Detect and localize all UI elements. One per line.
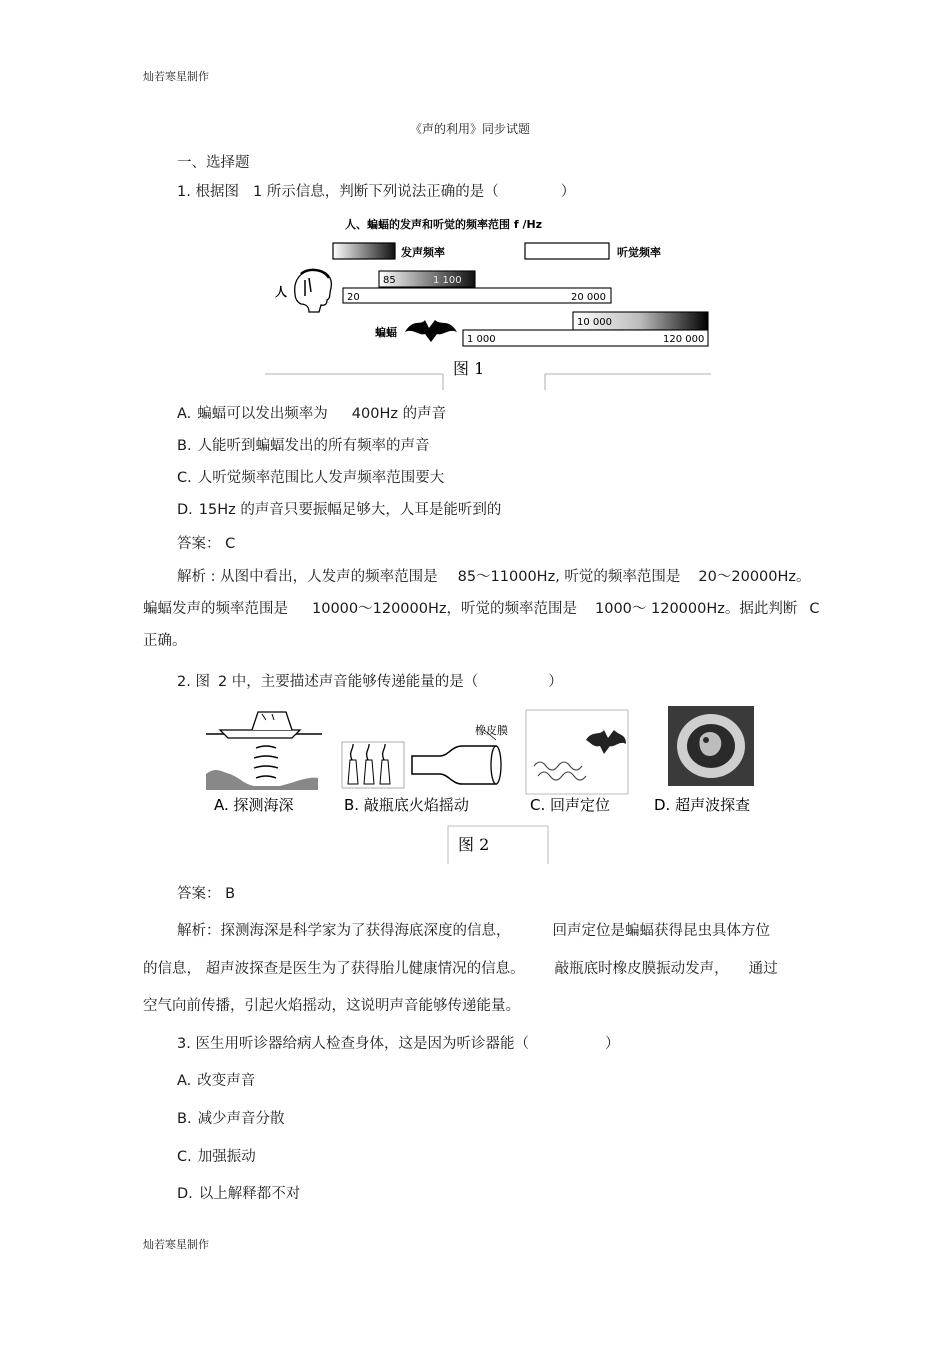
boat-sonar-picture — [206, 712, 322, 790]
legend-hear-swatch — [525, 243, 609, 259]
q1-analysis-line-2: 蝙蝠发声的频率范围是 10000～120000Hz，听觉的频率范围是 1000～ 120000Hz。据此判断 C — [143, 601, 820, 617]
person-head-icon — [295, 270, 332, 312]
document-title: 《声的利用》同步试题 — [410, 122, 531, 136]
figure-1-title: 人、蝙蝠的发声和听觉的频率范围 f /Hz — [345, 218, 543, 231]
ultrasound-picture — [668, 706, 754, 786]
figure-2-label-a: A. 探测海深 — [214, 796, 294, 814]
legend-emit-swatch — [333, 243, 395, 259]
q3-option-a: A. 改变声音 — [177, 1073, 256, 1089]
q2-analysis-line-3: 空气向前传播，引起火焰摇动，这说明声音能够传递能量。 — [143, 998, 520, 1014]
q2-answer: 答案： B — [177, 886, 236, 902]
bat-label: 蝙蝠 — [375, 326, 397, 339]
section-heading: 一、选择题 — [177, 155, 250, 171]
q1-option-c: C. 人听觉频率范围比人发声频率范围要大 — [177, 470, 445, 486]
q2-analysis-line-1: 解析：探测海深是科学家为了获得海底深度的信息， 回声定位是蝙蝠获得昆虫具体方位 — [177, 923, 770, 939]
q1-option-b: B. 人能听到蝙蝠发出的所有频率的声音 — [177, 438, 430, 454]
legend-hear-label: 听觉频率 — [617, 246, 661, 259]
figure-2-caption: 图 2 — [458, 835, 490, 854]
q1-option-a: A. 蝙蝠可以发出频率为 400Hz 的声音 — [177, 406, 447, 422]
q1-analysis-line-3: 正确。 — [143, 633, 187, 649]
q2-stem: 2. 图 2 中，主要描述声音能够传递能量的是（ ） — [177, 674, 563, 690]
figure-2-label-b: B. 敲瓶底火焰摇动 — [344, 796, 469, 814]
human-hear-low: 20 — [347, 292, 360, 303]
bat-emit-low: 10 000 — [577, 317, 612, 328]
page-header: 灿若寒星制作 — [143, 70, 209, 83]
bat-hear-low: 1 000 — [467, 334, 496, 345]
human-hear-high: 20 000 — [571, 292, 606, 303]
candle-bottle-picture — [342, 730, 501, 788]
figure-2 — [200, 700, 780, 868]
q3-stem: 3. 医生用听诊器给病人检查身体，这是因为听诊器能（ ） — [177, 1036, 620, 1052]
figure-1-caption: 图 1 — [453, 359, 485, 378]
page-footer: 灿若寒星制作 — [143, 1238, 209, 1251]
q1-answer: 答案： C — [177, 536, 236, 552]
bat-icon — [405, 320, 457, 342]
q1-option-d: D. 15Hz 的声音只要振幅足够大，人耳是能听到的 — [177, 502, 502, 518]
q1-analysis-line-1: 解析 : 从图中看出，人发声的频率范围是 85～11000Hz, 听觉的频率范围是 20～20000Hz。 — [177, 569, 811, 585]
q1-stem: 1. 根据图 1 所示信息，判断下列说法正确的是（ ） — [177, 184, 576, 200]
legend-emit-label: 发声频率 — [401, 246, 445, 259]
q3-option-c: C. 加强振动 — [177, 1149, 256, 1165]
person-label: 人 — [275, 285, 288, 299]
figure-1 — [265, 208, 720, 390]
bat-hear-high: 120 000 — [663, 334, 705, 345]
q3-option-d: D. 以上解释都不对 — [177, 1186, 301, 1202]
human-emit-low: 85 — [383, 275, 396, 286]
human-emit-high: 1 100 — [433, 275, 462, 286]
bat-echolocation-picture — [526, 710, 628, 794]
figure-2-label-c: C. 回声定位 — [530, 796, 611, 814]
figure-2-label-d: D. 超声波探查 — [654, 796, 751, 814]
membrane-label: 橡皮膜 — [475, 724, 508, 737]
q3-option-b: B. 减少声音分散 — [177, 1111, 285, 1127]
q2-analysis-line-2: 的信息， 超声波探查是医生为了获得胎儿健康情况的信息。 敲瓶底时橡皮膜振动发声， 通过 — [143, 961, 778, 977]
